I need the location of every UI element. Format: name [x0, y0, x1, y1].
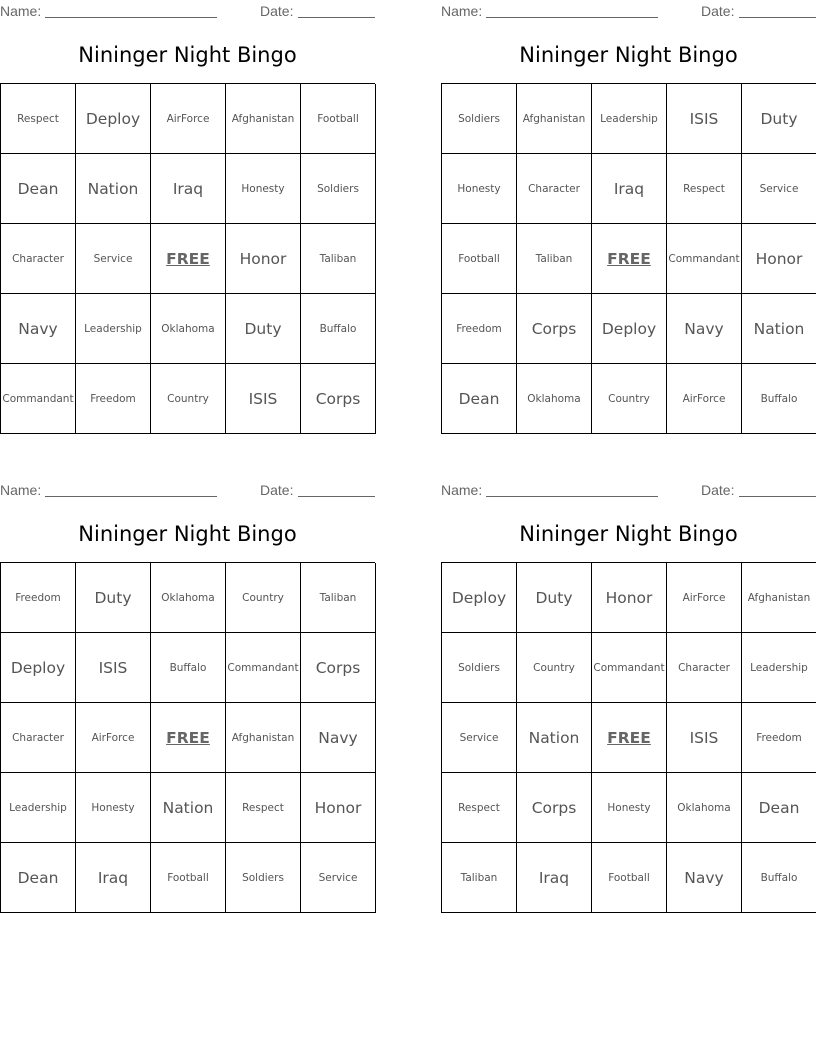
bingo-cell: Service: [301, 843, 376, 913]
bingo-cell: Duty: [742, 84, 816, 154]
bingo-cell: Character: [667, 633, 742, 703]
bingo-cell: Freedom: [1, 563, 76, 633]
bingo-cell: Navy: [667, 843, 742, 913]
bingo-cell: Corps: [301, 633, 376, 703]
bingo-cell: Afghanistan: [226, 84, 301, 154]
bingo-cell: AirForce: [76, 703, 151, 773]
bingo-cell: Corps: [517, 773, 592, 843]
bingo-cell: Commandant: [1, 364, 76, 434]
date-blank-line: [739, 496, 816, 497]
bingo-cell: Respect: [226, 773, 301, 843]
bingo-cell: Dean: [442, 364, 517, 434]
bingo-cell: Nation: [517, 703, 592, 773]
bingo-cell: Respect: [442, 773, 517, 843]
bingo-cell: Taliban: [301, 224, 376, 294]
bingo-cell: Character: [1, 224, 76, 294]
bingo-cell: Country: [592, 364, 667, 434]
bingo-cell: Respect: [667, 154, 742, 224]
bingo-cell: Leadership: [76, 294, 151, 364]
bingo-cell: AirForce: [151, 84, 226, 154]
bingo-cell: Country: [226, 563, 301, 633]
bingo-cell: AirForce: [667, 563, 742, 633]
bingo-cell: Iraq: [76, 843, 151, 913]
bingo-cell: Honor: [226, 224, 301, 294]
bingo-cell: Navy: [301, 703, 376, 773]
bingo-cell: Afghanistan: [226, 703, 301, 773]
bingo-cell: Soldiers: [301, 154, 376, 224]
bingo-cell: Honesty: [76, 773, 151, 843]
bingo-cell: Country: [151, 364, 226, 434]
bingo-cell: Freedom: [442, 294, 517, 364]
bingo-cell: Afghanistan: [517, 84, 592, 154]
name-label: Name:: [441, 3, 483, 19]
bingo-cell: Taliban: [442, 843, 517, 913]
bingo-cell: Duty: [76, 563, 151, 633]
bingo-cell: Character: [1, 703, 76, 773]
bingo-cell: Iraq: [151, 154, 226, 224]
bingo-cell: Honor: [742, 224, 816, 294]
bingo-cell: Afghanistan: [742, 563, 816, 633]
bingo-cell: Buffalo: [742, 364, 816, 434]
bingo-cell: Freedom: [76, 364, 151, 434]
bingo-grid: [0, 83, 375, 434]
bingo-cell: Taliban: [517, 224, 592, 294]
bingo-cell: Nation: [151, 773, 226, 843]
bingo-cell: Commandant: [226, 633, 301, 703]
bingo-grid: [441, 562, 816, 913]
card-header: [0, 1, 375, 19]
bingo-card-4: [441, 479, 816, 911]
card-header: [441, 1, 816, 19]
name-label: Name:: [0, 3, 42, 19]
bingo-cell: Country: [517, 633, 592, 703]
free-space: FREE: [592, 703, 667, 773]
bingo-cell: ISIS: [76, 633, 151, 703]
bingo-cell: Soldiers: [226, 843, 301, 913]
bingo-cell: Buffalo: [742, 843, 816, 913]
name-label: Name:: [0, 482, 42, 498]
bingo-cell: Football: [151, 843, 226, 913]
name-blank-line: [486, 17, 658, 18]
bingo-cell: ISIS: [226, 364, 301, 434]
bingo-cell: Football: [592, 843, 667, 913]
card-title: Nininger Night Bingo: [519, 522, 738, 546]
bingo-cell: Honesty: [592, 773, 667, 843]
bingo-cell: Iraq: [592, 154, 667, 224]
bingo-cell: Deploy: [1, 633, 76, 703]
name-blank-line: [486, 496, 658, 497]
bingo-cell: Service: [442, 703, 517, 773]
date-label: Date:: [260, 482, 294, 498]
bingo-cell: Oklahoma: [151, 563, 226, 633]
bingo-card-3: [0, 479, 375, 911]
bingo-cell: Dean: [1, 843, 76, 913]
card-title: Nininger Night Bingo: [519, 43, 738, 67]
bingo-cell: Corps: [517, 294, 592, 364]
bingo-cell: Leadership: [592, 84, 667, 154]
bingo-cell: Dean: [1, 154, 76, 224]
bingo-cell: Buffalo: [301, 294, 376, 364]
bingo-cell: Commandant: [592, 633, 667, 703]
bingo-cell: Taliban: [301, 563, 376, 633]
bingo-cell: Football: [442, 224, 517, 294]
bingo-cell: Duty: [226, 294, 301, 364]
card-header: [0, 480, 375, 498]
bingo-card-1: [0, 0, 375, 432]
bingo-grid: [441, 83, 816, 434]
bingo-grid: [0, 562, 375, 913]
bingo-cell: Navy: [667, 294, 742, 364]
name-blank-line: [45, 17, 217, 18]
bingo-cell: Oklahoma: [517, 364, 592, 434]
bingo-cell: Corps: [301, 364, 376, 434]
bingo-cell: Oklahoma: [151, 294, 226, 364]
bingo-cell: Deploy: [442, 563, 517, 633]
bingo-cell: Dean: [742, 773, 816, 843]
free-space: FREE: [151, 224, 226, 294]
bingo-cell: Service: [742, 154, 816, 224]
bingo-cell: Leadership: [1, 773, 76, 843]
bingo-cell: Iraq: [517, 843, 592, 913]
bingo-cell: Nation: [76, 154, 151, 224]
bingo-cell: Service: [76, 224, 151, 294]
bingo-cell: Football: [301, 84, 376, 154]
bingo-cell: Nation: [742, 294, 816, 364]
date-blank-line: [298, 496, 375, 497]
bingo-cell: Honor: [301, 773, 376, 843]
date-label: Date:: [701, 3, 735, 19]
bingo-cell: Soldiers: [442, 84, 517, 154]
bingo-cell: Commandant: [667, 224, 742, 294]
bingo-cell: Honesty: [226, 154, 301, 224]
bingo-cell: Respect: [1, 84, 76, 154]
bingo-cell: Oklahoma: [667, 773, 742, 843]
card-header: [441, 480, 816, 498]
card-title: Nininger Night Bingo: [78, 43, 297, 67]
bingo-card-2: [441, 0, 816, 432]
name-label: Name:: [441, 482, 483, 498]
bingo-cell: Deploy: [592, 294, 667, 364]
bingo-cell: Leadership: [742, 633, 816, 703]
date-blank-line: [298, 17, 375, 18]
bingo-cell: Honesty: [442, 154, 517, 224]
bingo-cell: ISIS: [667, 84, 742, 154]
bingo-cell: AirForce: [667, 364, 742, 434]
bingo-cell: Buffalo: [151, 633, 226, 703]
date-blank-line: [739, 17, 816, 18]
bingo-cell: Freedom: [742, 703, 816, 773]
free-space: FREE: [592, 224, 667, 294]
bingo-cell: Soldiers: [442, 633, 517, 703]
bingo-cell: Duty: [517, 563, 592, 633]
bingo-cell: Character: [517, 154, 592, 224]
free-space: FREE: [151, 703, 226, 773]
date-label: Date:: [701, 482, 735, 498]
date-label: Date:: [260, 3, 294, 19]
bingo-cell: Honor: [592, 563, 667, 633]
bingo-cell: Deploy: [76, 84, 151, 154]
card-title: Nininger Night Bingo: [78, 522, 297, 546]
bingo-cell: Navy: [1, 294, 76, 364]
bingo-cell: ISIS: [667, 703, 742, 773]
name-blank-line: [45, 496, 217, 497]
